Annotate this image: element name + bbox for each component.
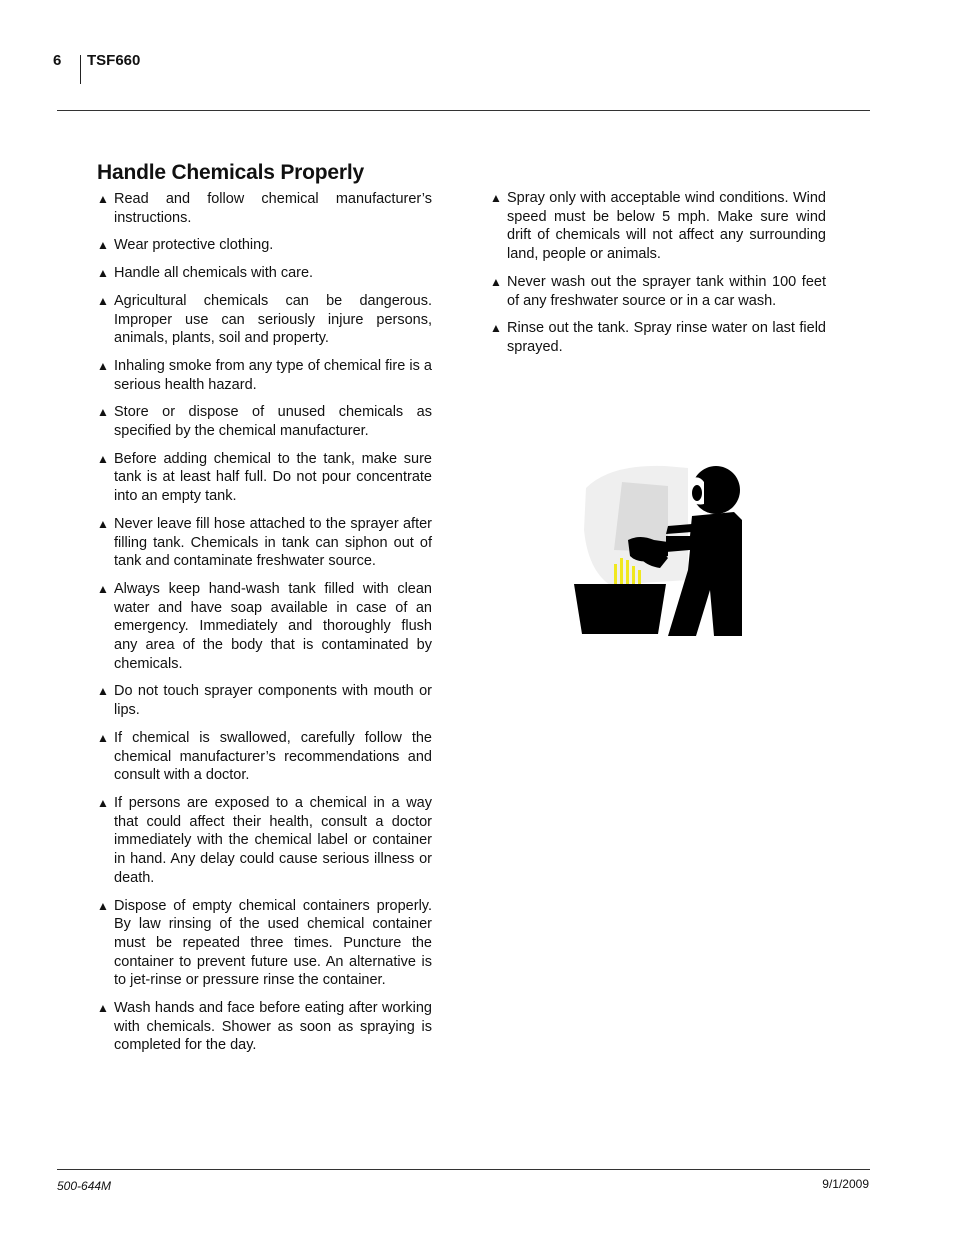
list-item xyxy=(490,189,826,264)
list-item xyxy=(97,580,432,674)
list-item xyxy=(97,682,432,719)
list-item-text: Spray only with acceptable wind conditions. Wind speed must be below 5 mph. Make sure wind drift of chemicals will not affect any surrounding land, people or animals. xyxy=(507,190,826,263)
list-item-text: Before adding chemical to the tank, make sure tank is at least half full. Do not pour concentrate into an empty tank. xyxy=(114,450,432,505)
list-item xyxy=(490,319,826,356)
header-divider xyxy=(80,55,81,84)
warning-triangle-icon: ▲ xyxy=(97,192,109,206)
warning-triangle-icon: ▲ xyxy=(490,191,502,205)
list-item xyxy=(97,403,432,440)
warning-triangle-icon: ▲ xyxy=(97,516,109,531)
list-item-text: Never leave fill hose attached to the sprayer after filling tank. Chemicals in tank can siphon out of tank and contaminate freshwater source. xyxy=(114,515,432,570)
warning-triangle-icon: ▲ xyxy=(97,238,109,253)
warning-triangle-icon: ▲ xyxy=(97,405,109,420)
bottom-rule xyxy=(57,1169,870,1170)
list-item-text: Wash hands and face before eating after working with chemicals. Shower as soon as spraying is completed for the day. xyxy=(114,1000,432,1054)
list-item xyxy=(490,273,826,310)
list-item xyxy=(97,450,432,506)
list-item xyxy=(97,292,432,348)
page-number: 6 xyxy=(53,52,62,69)
respirator-shape xyxy=(692,485,702,501)
list-item-text: If chemical is swallowed, carefully follow the chemical manufacturer’s recommendations and consult with a doctor. xyxy=(114,729,432,784)
warning-triangle-icon: ▲ xyxy=(490,274,502,289)
list-item-text: Agricultural chemicals can be dangerous. Improper use can seriously injure persons, animals, plants, soil and property. xyxy=(114,292,432,347)
section-title: Handle Chemicals Properly xyxy=(97,161,364,184)
list-item-text: Read and follow chemical manufacturer’s instructions. xyxy=(114,191,432,226)
warning-triangle-icon: ▲ xyxy=(97,795,109,810)
list-item xyxy=(97,515,432,571)
list-item-text: If persons are exposed to a chemical in a way that could affect their health, consult a doctor immediately with the chemical label or container in hand. Any delay could cause serious illness or death. xyxy=(114,794,432,886)
list-item xyxy=(97,357,432,394)
list-item-text: Always keep hand-wash tank filled with clean water and have soap available in case of an emergency. Immediately and thoroughly flush any area of the body that is contaminated by chemicals. xyxy=(114,580,432,672)
warning-triangle-icon: ▲ xyxy=(97,293,109,308)
list-item-text: Do not touch sprayer components with mouth or lips. xyxy=(114,683,432,719)
list-item-text: Handle all chemicals with care. xyxy=(114,265,314,282)
list-item-text: Never wash out the sprayer tank within 100 feet of any freshwater source or in a car wash. xyxy=(507,273,826,309)
model-name: TSF660 xyxy=(87,52,141,69)
list-item-text: Dispose of empty chemical containers properly. By law rinsing of the used chemical container must be repeated three times. Puncture the container to prevent future use. An alternative is to jet-rinse or pressure rinse the container. xyxy=(114,897,432,989)
warning-triangle-icon: ▲ xyxy=(490,321,502,336)
warning-triangle-icon: ▲ xyxy=(97,898,109,913)
top-rule xyxy=(57,110,870,111)
list-item-text: Store or dispose of unused chemicals as specified by the chemical manufacturer. xyxy=(114,404,432,440)
warning-triangle-icon: ▲ xyxy=(97,266,109,281)
list-item xyxy=(97,729,432,785)
list-item-text: Wear protective clothing. xyxy=(114,237,274,254)
list-item xyxy=(97,897,432,991)
warning-triangle-icon: ▲ xyxy=(97,684,109,699)
list-item xyxy=(97,264,432,283)
list-item xyxy=(97,190,432,227)
warning-triangle-icon: ▲ xyxy=(97,581,109,596)
tank-shape xyxy=(574,584,666,634)
warning-triangle-icon: ▲ xyxy=(97,730,109,745)
list-item-text: Inhaling smoke from any type of chemical fire is a serious health hazard. xyxy=(114,357,432,393)
left-bullet-list xyxy=(97,190,432,1064)
warning-triangle-icon: ▲ xyxy=(97,1001,109,1016)
warning-triangle-icon: ▲ xyxy=(97,451,109,466)
list-item xyxy=(97,236,432,255)
warning-triangle-icon: ▲ xyxy=(97,358,109,373)
list-item xyxy=(97,999,432,1055)
revision-date: 9/1/2009 xyxy=(822,1177,869,1191)
chemical-handling-illustration xyxy=(570,460,750,640)
part-number: 500-644M xyxy=(57,1179,112,1193)
list-item-text: Rinse out the tank. Spray rinse water on last field sprayed. xyxy=(507,320,826,355)
right-bullet-list xyxy=(490,189,826,366)
list-item xyxy=(97,794,432,888)
